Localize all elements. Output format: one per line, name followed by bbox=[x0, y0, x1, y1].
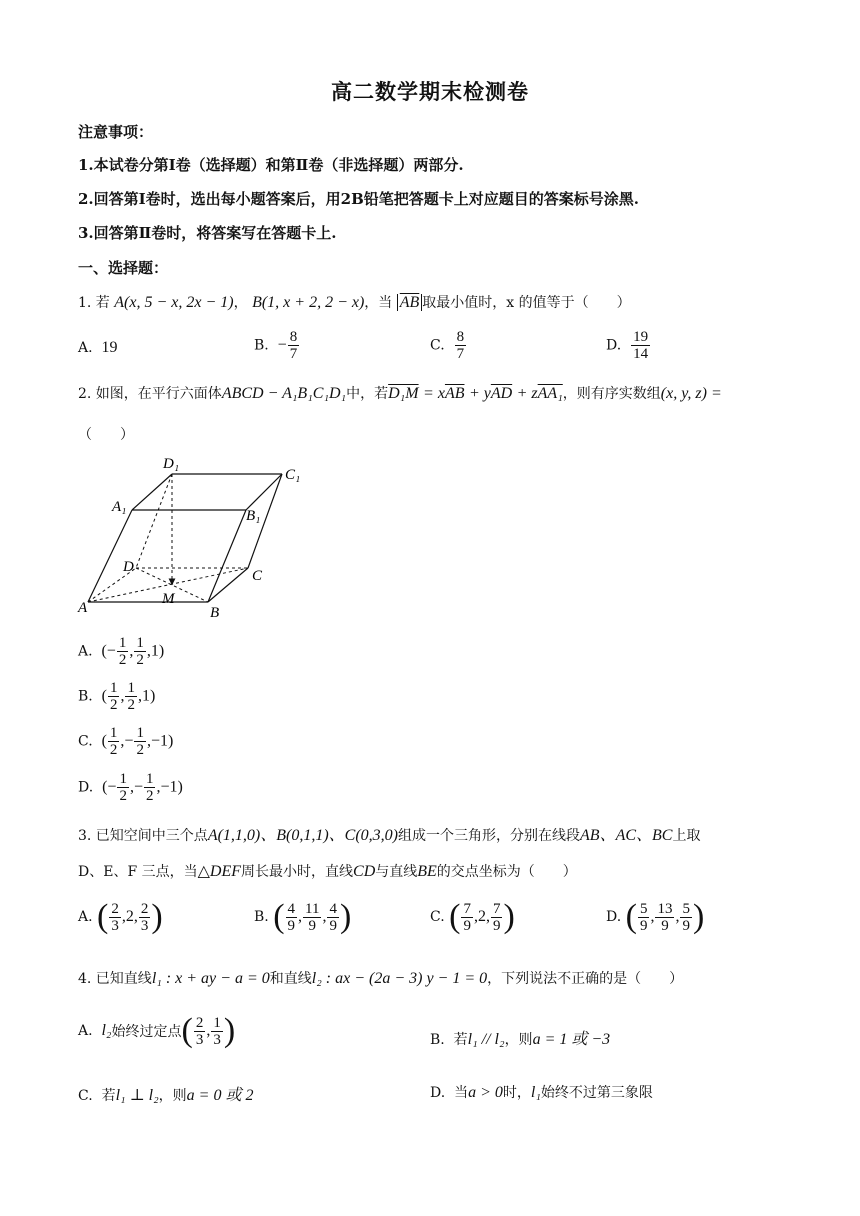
q1-prefix: 1. 若 bbox=[78, 295, 110, 311]
option-text: 当 bbox=[454, 1085, 469, 1101]
label-m: M bbox=[162, 591, 175, 607]
q4-option-b[interactable] bbox=[430, 1026, 610, 1049]
q4-option-c[interactable] bbox=[78, 1082, 253, 1105]
q3-option-d[interactable]: D. ( $\frac{5}{9}$ , $\frac{13}{9}$ , $\frac{5}{9}$ ) bbox=[606, 898, 705, 935]
q4-text: 和直线 bbox=[269, 971, 312, 987]
q3-segments: AB、AC、BC bbox=[580, 827, 673, 844]
fraction: $\frac{19}{14}$ bbox=[633, 329, 649, 362]
q3-text: 组成一个三角形，分别在线段 bbox=[398, 828, 581, 844]
minus-sign: − bbox=[277, 336, 287, 354]
label-a: A bbox=[78, 600, 88, 616]
label-b: B bbox=[210, 605, 220, 621]
option-label: C. bbox=[78, 1088, 93, 1104]
option-value: 19 bbox=[101, 339, 118, 356]
question-1-stem bbox=[78, 292, 631, 312]
note-item: 2.回答第Ⅰ卷时，选出每小题答案后，用2B铅笔把答题卡上对应题目的答案标号涂黑. bbox=[78, 190, 640, 208]
label-b1: B₁ bbox=[246, 508, 261, 524]
q2-vector-ab: $\overline{AB}$ bbox=[444, 385, 465, 402]
q1-sep: ， bbox=[233, 295, 248, 311]
q1-ab-abs bbox=[397, 294, 423, 311]
q2-mid: 中，若 bbox=[346, 386, 389, 402]
option-label: C. bbox=[78, 733, 93, 750]
label-c1: C₁ bbox=[285, 467, 301, 483]
option-math: l₁ bbox=[530, 1084, 541, 1101]
option-math: l₁ // l₂ bbox=[467, 1031, 505, 1048]
q3-line-be: BE bbox=[417, 863, 437, 880]
parallelepiped-figure bbox=[76, 450, 316, 622]
q3-text: 的交点坐标为（ ） bbox=[436, 864, 577, 880]
option-text: ，则 bbox=[504, 1032, 533, 1048]
q2-prefix: 2. 如图，在平行六面体 bbox=[78, 386, 222, 402]
option-label: D. bbox=[606, 337, 622, 354]
q1-point-a-coords: (x, 5 − x, 2x − 1) bbox=[124, 294, 234, 311]
option-label: D. bbox=[606, 909, 622, 925]
q2-vector-aa1: AA₁ bbox=[537, 385, 563, 402]
q2-answer-paren: （ ） bbox=[78, 427, 134, 443]
note-item: 3.回答第Ⅱ卷时，将答案写在答题卡上. bbox=[78, 224, 337, 242]
q2-vector-ad: $\overline{AD}$ bbox=[490, 385, 513, 402]
option-text: 始终不过第三象限 bbox=[540, 1085, 653, 1101]
q3-text: D、E、F 三点，当 bbox=[78, 864, 198, 880]
option-label: A. bbox=[78, 909, 93, 925]
option-label: B. bbox=[78, 688, 93, 705]
option-math: l₂ bbox=[101, 1022, 112, 1039]
q2-option-c[interactable]: C. ( $\frac{1}{2}$ ,− $\frac{1}{2}$ ,−1) bbox=[78, 725, 174, 758]
q4-option-d[interactable] bbox=[430, 1082, 653, 1102]
q2-solid: ABCD − A₁B₁C₁D₁ bbox=[221, 385, 347, 402]
q2-option-b[interactable]: B. ( $\frac{1}{2}$ , $\frac{1}{2}$ ,1) bbox=[78, 680, 156, 713]
option-text: 时， bbox=[502, 1085, 531, 1101]
option-text: 若 bbox=[101, 1088, 116, 1104]
q2-suffix: ，则有序实数组 bbox=[562, 386, 661, 402]
q2-vector-d1m: D₁M bbox=[388, 385, 419, 402]
option-label: A. bbox=[78, 340, 93, 356]
q3-text: 上取 bbox=[672, 828, 701, 844]
note-item: 1.本试卷分第Ⅰ卷（选择题）和第Ⅱ卷（非选择题）两部分. bbox=[78, 156, 464, 174]
option-label: C. bbox=[430, 909, 445, 925]
option-text: 始终过定点 bbox=[111, 1024, 182, 1040]
q2-option-d[interactable]: D. (− $\frac{1}{2}$ ,− $\frac{1}{2}$ ,−1) bbox=[78, 771, 183, 804]
q1-point-b: B bbox=[252, 294, 262, 311]
q3-option-c[interactable]: C. ( $\frac{7}{9}$ ,2, $\frac{7}{9}$ ) bbox=[430, 898, 515, 935]
edge-d1d-hidden bbox=[136, 474, 172, 568]
option-math: l₁ ⊥ l₂ bbox=[115, 1087, 159, 1104]
option-label: C. bbox=[430, 337, 445, 354]
q4-text: 4. 已知直线 bbox=[78, 971, 152, 987]
option-text: 若 bbox=[453, 1032, 468, 1048]
q3-points: A(1,1,0)、B(0,1,1)、C(0,3,0) bbox=[207, 827, 399, 844]
option-label: B. bbox=[430, 1032, 445, 1048]
q4-option-a[interactable]: A. l₂始终过定点( $\frac{2}{3}$ , $\frac{1}{3}$ ) bbox=[78, 1012, 236, 1049]
q4-text: ，下列说法不正确的是（ ） bbox=[487, 971, 684, 987]
question-3-stem-line2 bbox=[78, 861, 577, 881]
q1-option-a[interactable] bbox=[78, 339, 117, 357]
q1-point-a: A bbox=[114, 294, 125, 311]
q1-option-c[interactable] bbox=[430, 329, 467, 362]
q3-text: 周长最小时，直线 bbox=[241, 864, 354, 880]
question-3-stem-line1 bbox=[78, 822, 700, 845]
option-math: a = 0 或 2 bbox=[186, 1087, 254, 1104]
edge-bc bbox=[208, 568, 248, 602]
option-label: B. bbox=[254, 909, 269, 925]
edge-a1d1 bbox=[132, 474, 172, 510]
q2-xyz: (x, y, z) = bbox=[660, 385, 722, 402]
option-label: D. bbox=[430, 1085, 446, 1101]
option-math: a = 1 或 −3 bbox=[532, 1031, 611, 1048]
q3-option-b[interactable]: B. ( $\frac{4}{9}$ , $\frac{11}{9}$ , $\frac{4}{9}$ ) bbox=[254, 898, 352, 935]
option-label: A. bbox=[78, 643, 93, 660]
q3-option-a[interactable]: A. ( $\frac{2}{3}$ ,2, $\frac{2}{3}$ ) bbox=[78, 898, 163, 935]
label-d1: D₁ bbox=[163, 456, 180, 472]
q2-plus: + z bbox=[516, 385, 538, 402]
label-d: D bbox=[123, 559, 134, 575]
notes-heading: 注意事项： bbox=[78, 123, 154, 141]
option-math: a > 0 bbox=[468, 1084, 503, 1101]
section-heading: 一、选择题： bbox=[78, 259, 169, 277]
q1-option-b[interactable] bbox=[254, 329, 300, 362]
q1-ab-vector: $\overline{AB}$ bbox=[399, 294, 420, 311]
edge-c1b1 bbox=[246, 474, 282, 510]
option-label: A. bbox=[78, 1023, 93, 1039]
q2-plus: + y bbox=[468, 385, 491, 402]
option-text: ，则 bbox=[158, 1088, 187, 1104]
q3-text: 与直线 bbox=[375, 864, 418, 880]
q2-eq: = x bbox=[423, 385, 445, 402]
option-label: B. bbox=[254, 337, 269, 354]
question-4-stem bbox=[78, 968, 683, 988]
label-c: C bbox=[252, 568, 263, 584]
fraction: $\frac{8}{7}$ bbox=[289, 329, 298, 362]
q3-line-cd: CD bbox=[353, 863, 376, 880]
question-2-stem bbox=[78, 383, 722, 403]
q1-point-b-coords: (1, x + 2, 2 − x) bbox=[261, 294, 365, 311]
q1-option-d[interactable] bbox=[606, 329, 651, 362]
q3-triangle: △DEF bbox=[197, 863, 242, 880]
q4-line-l2: l₂ : ax − (2a − 3) y − 1 = 0 bbox=[311, 970, 488, 987]
q4-line-l1: l₁ : x + ay − a = 0 bbox=[151, 970, 270, 987]
page-title: 高二数学期末检测卷 bbox=[331, 79, 529, 104]
edge-b1b bbox=[208, 510, 246, 602]
q2-option-a[interactable]: A. (− $\frac{1}{2}$ , $\frac{1}{2}$ ,1) bbox=[78, 635, 165, 668]
option-label: D. bbox=[78, 779, 94, 796]
edge-a1a bbox=[88, 510, 132, 602]
fraction: $\frac{8}{7}$ bbox=[456, 329, 465, 362]
q1-mid: ，当 bbox=[364, 295, 393, 311]
label-a1: A₁ bbox=[112, 499, 127, 515]
q3-text: 3. 已知空间中三个点 bbox=[78, 828, 208, 844]
q1-suffix: 取最小值时，x 的值等于（ ） bbox=[422, 295, 631, 311]
